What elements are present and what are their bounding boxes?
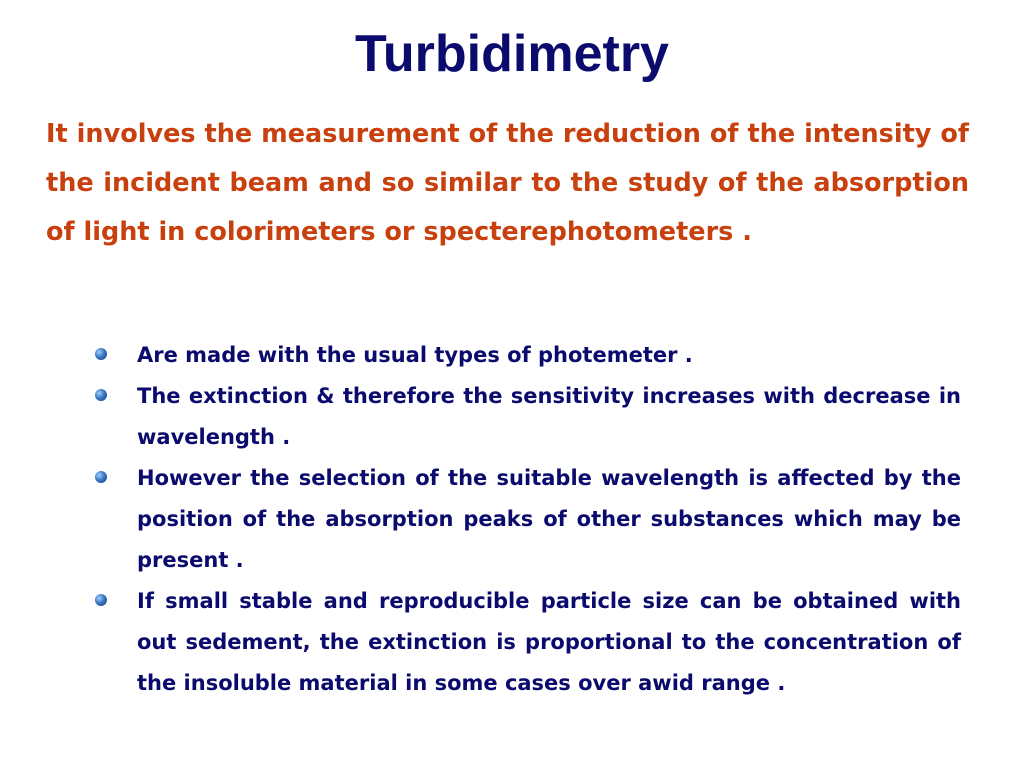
bullet-item <box>95 335 961 376</box>
bullet-list <box>95 335 961 704</box>
bullet-text: However the selection of the suitable wavelength is affected by the position of the absorption peaks of other substances which may be present . <box>137 466 961 572</box>
bullet-text: The extinction & therefore the sensitivity increases with decrease in wavelength . <box>137 384 961 449</box>
sphere-bullet-icon <box>95 594 107 606</box>
sphere-bullet-icon <box>95 389 107 401</box>
bullet-text: If small stable and reproducible particle size can be obtained with out sedement, the extinction is proportional to the concentration of the insoluble material in some cases over awid range . <box>137 589 961 695</box>
bullet-text: Are made with the usual types of photemeter . <box>137 343 693 367</box>
slide-title: Turbidimetry <box>355 25 669 83</box>
bullet-item <box>95 581 961 704</box>
sphere-bullet-icon <box>95 471 107 483</box>
bullet-item <box>95 376 961 458</box>
intro-paragraph: It involves the measurement of the reduction of the intensity of the incident beam and so similar to the study of the absorption of light in colorimeters or specterephotometers . <box>46 119 969 247</box>
sphere-bullet-icon <box>95 348 107 360</box>
bullet-item <box>95 458 961 581</box>
